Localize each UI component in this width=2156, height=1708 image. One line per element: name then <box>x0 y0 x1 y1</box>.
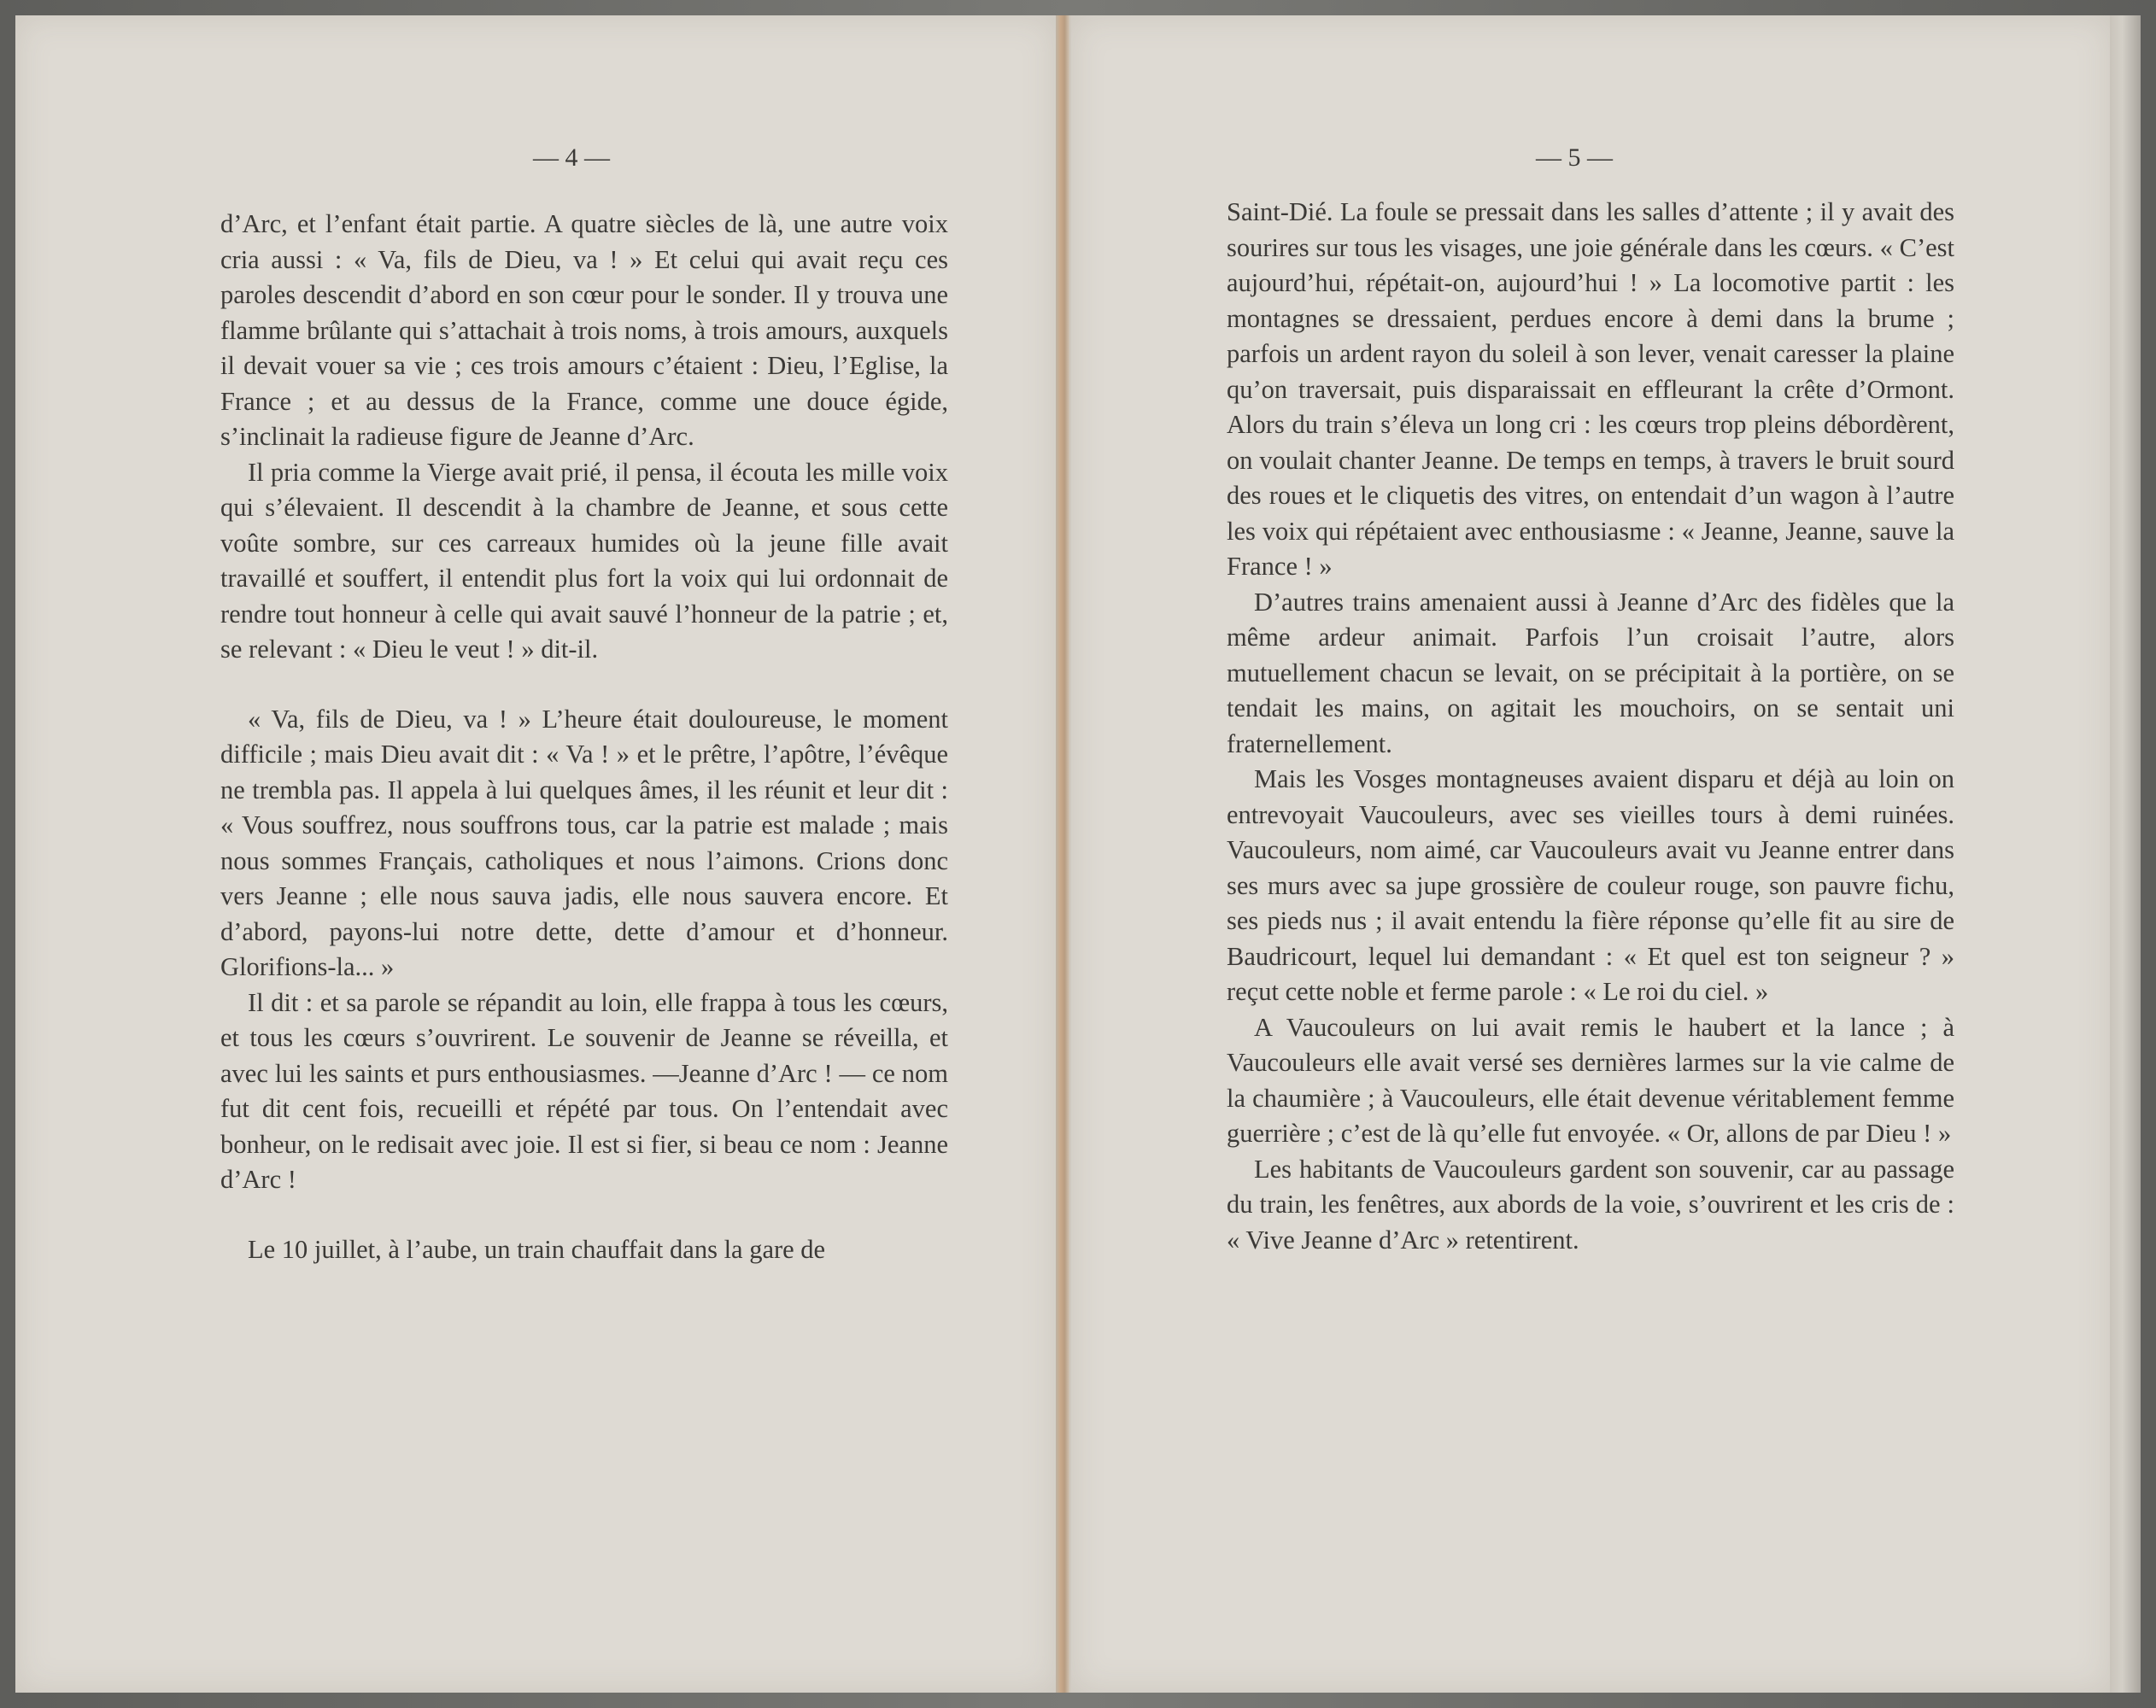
page-number-right: — 5 — <box>1536 143 1613 172</box>
right-page <box>1069 15 2112 1693</box>
right-page-text <box>1227 195 1954 1258</box>
paragraph: « Va, fils de Dieu, va ! » L’heure était douloureuse, le moment difficile ; mais Dieu avait dit : « Va ! » et le prêtre, l’apôtre, l’évêque ne trembla pas. Il appela à lui quelques âmes, il les réunit et leur dit : « Vous souffrez, nous souffrons tous, car la patrie est malade ; mais nous sommes Français, catholiques et nous l’aimons. Crions donc vers Jeanne ; elle nous sauva jadis, elle nous sauvera encore. Et d’abord, payons-lui notre dette, dette d’amour et d’honneur. Glorifions-la... » <box>220 704 948 981</box>
paragraph: Mais les Vosges montagneuses avaient disparu et déjà au loin on entrevoyait Vaucouleurs, avec ses vieilles tours à demi ruinées. Vaucouleurs, nom aimé, car Vaucouleurs avait vu Jeanne entrer dans ses murs avec sa jupe grossière de couleur rouge, son pauvre fichu, ses pieds nus ; il avait entendu la fière réponse qu’elle fit au sire de Baudricourt, lequel lui demandant : « Et quel est ton seigneur ? » reçut cette noble et ferme parole : « Le roi du ciel. » <box>1227 764 1954 1006</box>
page-number-left: — 4 — <box>533 143 610 172</box>
paragraph: Il dit : et sa parole se répandit au loin, elle frappa à tous les cœurs, et tous les cœurs s’ouvrirent. Le souvenir de Jeanne se réveilla, et avec lui les saints et purs enthousiasmes. —Jeanne d’Arc ! — ce nom fut dit cent fois, recueilli et répété par tous. On l’entendait avec bonheur, on le redisait avec joie. Il est si fier, si beau ce nom : Jeanne d’Arc ! <box>220 987 948 1194</box>
paragraph: d’Arc, et l’enfant était partie. A quatre siècles de là, une autre voix cria aussi : « Va, fils de Dieu, va ! » Et celui qui avait reçu ces paroles descendit d’abord en son cœur pour le sonder. Il y trouva une flamme brûlante qui s’attachait à trois noms, à trois amours, auxquels il devait vouer sa vie ; ces trois amours c’étaient : Dieu, l’Eglise, la France ; et au dessus de la France, comme une douce égide, s’inclinait la radieuse figure de Jeanne d’Arc. <box>220 209 948 451</box>
paragraph: Il pria comme la Vierge avait prié, il pensa, il écouta les mille voix qui s’élevaient. Il descendit à la chambre de Jeanne, et sous cette voûte sombre, sur ces carreaux humides où la jeune fille avait travaillé et souffert, il entendit plus fort la voix qui lui ordonnait de rendre tout honneur à celle qui avait sauvé l’honneur de la patrie ; et, se relevant : « Dieu le veut ! » dit-il. <box>220 457 948 664</box>
book-spine <box>1056 15 1069 1693</box>
paragraph: Les habitants de Vaucouleurs gardent son souvenir, car au passage du train, les fenêtres, aux abords de la voie, s’ouvrirent et les cris de : « Vive Jeanne d’Arc » retentirent. <box>1227 1154 1954 1255</box>
paragraph: A Vaucouleurs on lui avait remis le haubert et la lance ; à Vaucouleurs elle avait versé ses dernières larmes sur la vie calme de la chaumière ; à Vaucouleurs, elle était devenue véritablement femme guerrière ; c’est de là qu’elle fut envoyée. « Or, allons de par Dieu ! » <box>1227 1012 1954 1148</box>
paragraph: D’autres trains amenaient aussi à Jeanne d’Arc des fidèles que la même ardeur animait. Parfois l’un croisait l’autre, alors mutuellement chacun se levait, on se précipitait à la portière, on se tendait les mains, on agitait les mouchoirs, on se sentait uni fraternellement. <box>1227 587 1954 758</box>
left-page <box>15 15 1057 1693</box>
left-page-text <box>220 207 948 1267</box>
page-edge <box>2110 15 2141 1693</box>
paragraph: Le 10 juillet, à l’aube, un train chauffait dans la gare de <box>248 1234 826 1264</box>
paragraph: Saint-Dié. La foule se pressait dans les salles d’attente ; il y avait des sourires sur tous les visages, une joie générale dans les cœurs. « C’est aujourd’hui, répétait-on, aujourd’hui ! » La locomotive partit : les montagnes se dressaient, perdues encore à demi dans la brume ; parfois un ardent rayon du soleil à son lever, venait caresser la plaine qu’on traversait, puis disparaissait en effleurant la crête d’Ormont. Alors du train s’éleva un long cri : les cœurs trop pleins débordèrent, on voulait chanter Jeanne. De temps en temps, à travers le bruit sourd des roues et le cliquetis des vitres, on entendait d’un wagon à l’autre les voix qui répétaient avec enthousiasme : « Jeanne, Jeanne, sauve la France ! » <box>1227 197 1954 581</box>
